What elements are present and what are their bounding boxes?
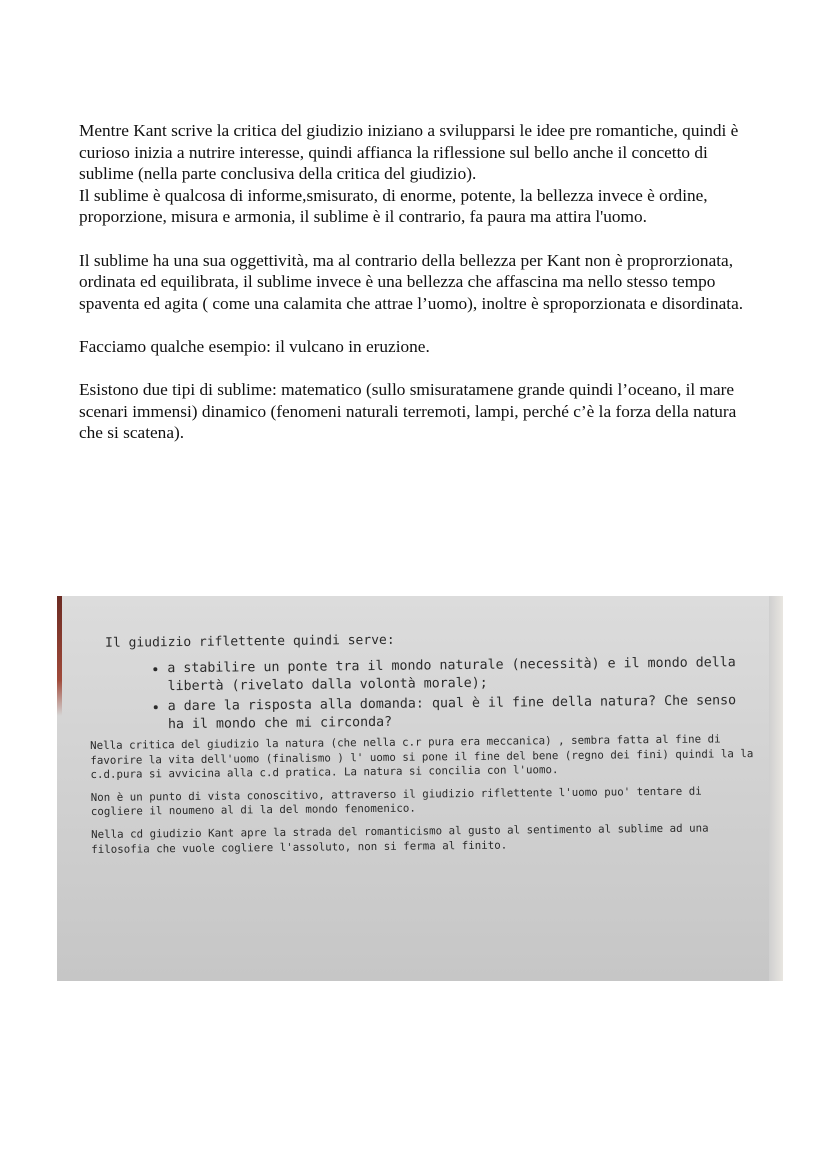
- photo-text: [87, 629, 759, 865]
- photo-left-edge: [57, 596, 62, 716]
- photo-bullet-list: [87, 654, 758, 735]
- photo-paragraph-nature: Nella critica del giudizio la natura (che nella c.r pura era meccanica) , sembra fatta al fine di favorire la vita dell'uomo (finalismo ) l' uomo si pone il fine del bene (regno dei fini) quindi la la c.d.pura si avvicina alla c.d pratica. La natura si concilia con l'uomo.: [90, 732, 754, 782]
- photo-bullet-item: • a stabilire un ponte tra il mondo naturale (necessità) e il mondo della libertà (rivelato dalla volontà morale);: [167, 654, 757, 696]
- photo-of-notes: [57, 596, 783, 981]
- paragraph-kant-intro: Mentre Kant scrive la critica del giudizio iniziano a svilupparsi le idee pre romantiche, quindi è curioso inizia a nutrire interesse, quindi affianca la riflessione sul bello anche il concetto di sublime (nella parte conclusiva della critica del giudizio).: [79, 121, 739, 184]
- paragraph-sublime-objectivity: Il sublime ha una sua oggettività, ma al contrario della bellezza per Kant non è proprorzionata, ordinata ed equilibrata, il sublime invece è una bellezza che affascina ma nello stesso tempo spaventa ed agita ( come una calamita che attrae l’uomo), inoltre è sproporzionata e disordinata.: [79, 250, 744, 313]
- photo-paragraph-romanticism: Nella cd giudizio Kant apre la strada del romanticismo al gusto al sentimento al sublime ad una filosofia che vuole cogliere l'assoluto, non si ferma al finito.: [91, 821, 709, 856]
- photo-bullet-item: • a dare la risposta alla domanda: qual è il fine della natura? Che senso ha il mondo che mi circonda?: [168, 692, 758, 734]
- paragraph-sublime-types: Esistono due tipi di sublime: matematico (sullo smisuratamene grande quindi l’oceano, il mare scenari immensi) dinamico (fenomeni naturali terremoti, lampi, perché c’è la forza della natura che si scatena).: [79, 380, 737, 443]
- document-body: [79, 120, 759, 466]
- photo-paragraph-noumeno: Non è un punto di vista conoscitivo, attraverso il giudizio riflettente l'uomo puo' tentare di cogliere il noumeno al di la del mondo fenomenico.: [90, 784, 702, 819]
- paragraph-sublime-definition: Il sublime è qualcosa di informe,smisurato, di enorme, potente, la bellezza invece è ordine, proporzione, misura e armonia, il sublime è il contrario, fa paura ma attira l'uomo.: [79, 185, 708, 227]
- photo-right-edge: [769, 596, 783, 981]
- photo-heading: Il giudizio riflettente quindi serve:: [104, 632, 395, 651]
- paragraph-example: Facciamo qualche esempio: il vulcano in eruzione.: [79, 336, 430, 356]
